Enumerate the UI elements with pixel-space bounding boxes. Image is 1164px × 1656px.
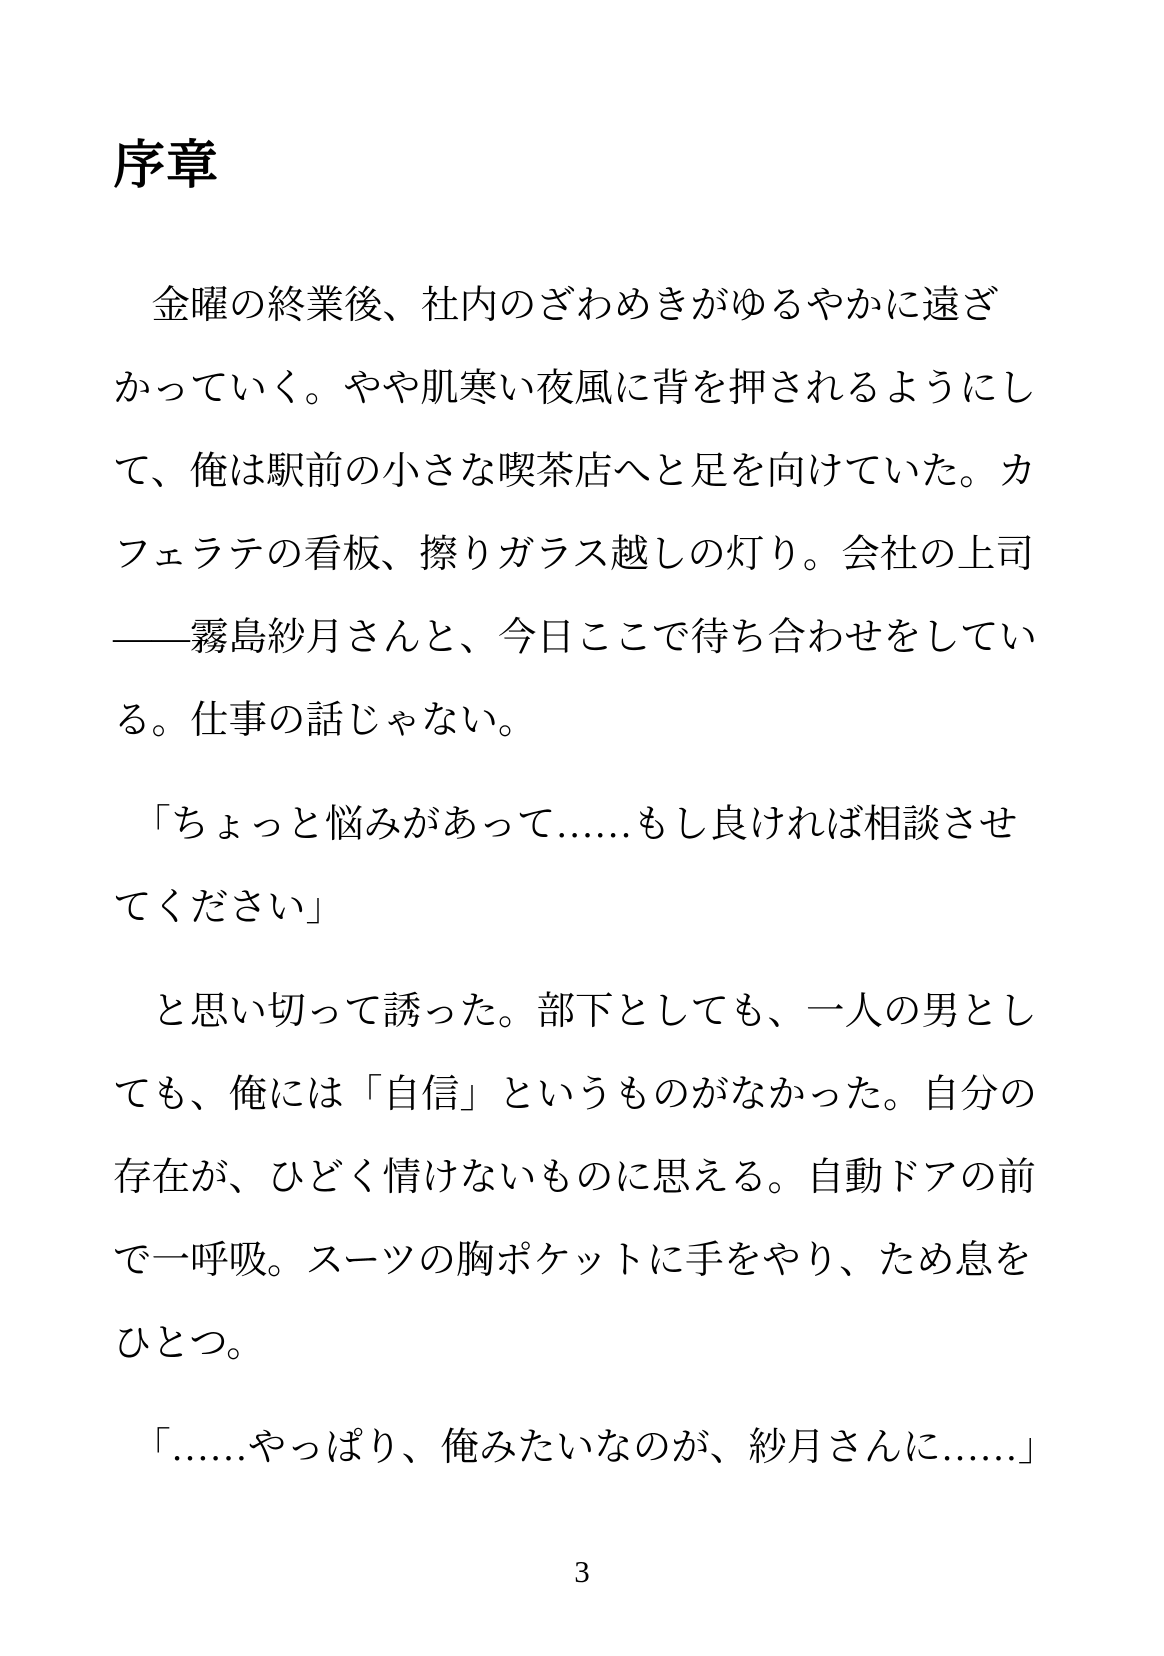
page-number: 3 xyxy=(574,1554,590,1589)
paragraph xyxy=(113,1407,1057,1490)
text-line: てください」 xyxy=(113,887,345,929)
text-line: 「……やっぱり、俺みたいなのが、紗月さんに……」 xyxy=(113,1427,1057,1469)
paragraph xyxy=(113,784,1054,950)
text-line: かっていく。やや肌寒い夜風に背を押されるようにし xyxy=(113,368,1037,410)
paragraph xyxy=(113,971,1054,1386)
text-line: る。仕事の話じゃない。 xyxy=(113,700,537,742)
body-text xyxy=(113,265,1057,1490)
text-line: ても、俺には「自信」というものがなかった。自分の xyxy=(113,1074,1038,1116)
chapter-title: 序章 xyxy=(113,138,220,195)
text-line: と思い切って誘った。部下としても、一人の男とし xyxy=(113,991,1038,1033)
text-line: フェラテの看板、擦りガラス越しの灯り。会社の上司 xyxy=(113,534,1034,576)
text-line: 金曜の終業後、社内のざわめきがゆるやかに遠ざ xyxy=(113,285,999,327)
text-line: ひとつ。 xyxy=(113,1323,265,1365)
text-line: ――霧島紗月さんと、今日ここで待ち合わせをしてい xyxy=(113,617,1038,659)
text-line: 存在が、ひどく情けないものに思える。自動ドアの前 xyxy=(113,1157,1036,1199)
text-line: で一呼吸。スーツの胸ポケットに手をやり、ため息を xyxy=(113,1240,1032,1282)
text-line: て、俺は駅前の小さな喫茶店へと足を向けていた。カ xyxy=(113,451,1037,493)
paragraph xyxy=(113,265,1054,763)
text-line: 「ちょっと悩みがあって……もし良ければ相談させ xyxy=(113,804,1018,846)
